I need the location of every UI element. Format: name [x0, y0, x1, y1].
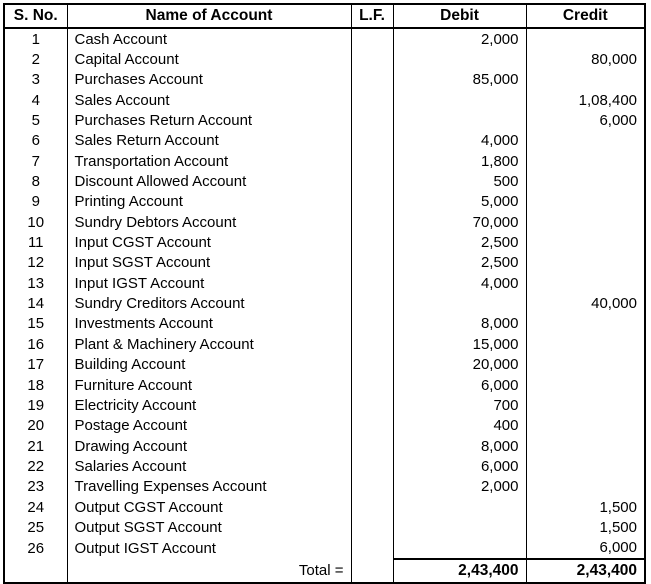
cell-account-name: Sales Account	[67, 90, 351, 110]
cell-debit	[393, 49, 526, 69]
cell-debit: 2,000	[393, 477, 526, 497]
cell-credit: 40,000	[526, 293, 645, 313]
cell-account-name: Electricity Account	[67, 395, 351, 415]
cell-account-name: Printing Account	[67, 192, 351, 212]
cell-account-name: Drawing Account	[67, 436, 351, 456]
table-row	[4, 436, 645, 456]
cell-sno: 25	[4, 517, 67, 537]
cell-credit	[526, 334, 645, 354]
cell-credit	[526, 456, 645, 476]
cell-debit: 6,000	[393, 456, 526, 476]
table-row	[4, 314, 645, 334]
cell-sno: 3	[4, 70, 67, 90]
cell-credit	[526, 477, 645, 497]
table-row	[4, 477, 645, 497]
cell-credit: 6,000	[526, 538, 645, 559]
cell-debit: 4,000	[393, 131, 526, 151]
cell-account-name: Transportation Account	[67, 151, 351, 171]
table-row	[4, 212, 645, 232]
header-debit: Debit	[393, 4, 526, 28]
cell-debit: 8,000	[393, 314, 526, 334]
cell-lf	[351, 334, 393, 354]
cell-account-name: Plant & Machinery Account	[67, 334, 351, 354]
cell-debit: 15,000	[393, 334, 526, 354]
table-row	[4, 416, 645, 436]
cell-lf	[351, 28, 393, 49]
cell-account-name: Discount Allowed Account	[67, 171, 351, 191]
cell-sno: 18	[4, 375, 67, 395]
cell-account-name: Salaries Account	[67, 456, 351, 476]
cell-lf	[351, 477, 393, 497]
cell-account-name: Furniture Account	[67, 375, 351, 395]
cell-lf	[351, 293, 393, 313]
cell-account-name: Input CGST Account	[67, 232, 351, 252]
header-lf: L.F.	[351, 4, 393, 28]
cell-debit	[393, 293, 526, 313]
cell-lf	[351, 49, 393, 69]
cell-lf	[351, 314, 393, 334]
cell-credit	[526, 151, 645, 171]
table-row	[4, 90, 645, 110]
cell-debit: 2,000	[393, 28, 526, 49]
cell-lf	[351, 70, 393, 90]
table-row	[4, 131, 645, 151]
cell-lf	[351, 110, 393, 130]
table-row	[4, 538, 645, 559]
cell-account-name: Output SGST Account	[67, 517, 351, 537]
cell-lf	[351, 456, 393, 476]
table-body	[4, 28, 645, 559]
header-name: Name of Account	[67, 4, 351, 28]
cell-debit: 70,000	[393, 212, 526, 232]
cell-debit: 2,500	[393, 253, 526, 273]
cell-debit: 1,800	[393, 151, 526, 171]
cell-credit: 1,08,400	[526, 90, 645, 110]
cell-credit	[526, 375, 645, 395]
cell-debit	[393, 538, 526, 559]
cell-sno: 21	[4, 436, 67, 456]
table-row	[4, 70, 645, 90]
cell-debit: 700	[393, 395, 526, 415]
cell-sno: 7	[4, 151, 67, 171]
cell-debit: 5,000	[393, 192, 526, 212]
cell-credit	[526, 28, 645, 49]
table-row	[4, 273, 645, 293]
total-credit: 2,43,400	[526, 559, 645, 583]
cell-sno: 10	[4, 212, 67, 232]
cell-sno: 23	[4, 477, 67, 497]
cell-debit: 85,000	[393, 70, 526, 90]
cell-credit: 6,000	[526, 110, 645, 130]
cell-sno: 22	[4, 456, 67, 476]
cell-debit: 4,000	[393, 273, 526, 293]
header-credit: Credit	[526, 4, 645, 28]
table-row	[4, 192, 645, 212]
cell-credit	[526, 314, 645, 334]
cell-sno: 20	[4, 416, 67, 436]
table-row	[4, 355, 645, 375]
cell-credit	[526, 70, 645, 90]
table-row	[4, 151, 645, 171]
cell-credit	[526, 273, 645, 293]
cell-sno: 13	[4, 273, 67, 293]
cell-credit	[526, 131, 645, 151]
cell-lf	[351, 395, 393, 415]
cell-lf	[351, 355, 393, 375]
cell-account-name: Capital Account	[67, 49, 351, 69]
trial-balance-table	[3, 3, 646, 584]
cell-sno: 26	[4, 538, 67, 559]
cell-account-name: Output IGST Account	[67, 538, 351, 559]
cell-lf	[351, 171, 393, 191]
cell-lf	[351, 273, 393, 293]
cell-credit	[526, 436, 645, 456]
total-debit: 2,43,400	[393, 559, 526, 583]
cell-lf	[351, 90, 393, 110]
table-row	[4, 497, 645, 517]
cell-lf	[351, 232, 393, 252]
cell-account-name: Input IGST Account	[67, 273, 351, 293]
cell-sno: 24	[4, 497, 67, 517]
cell-debit: 2,500	[393, 232, 526, 252]
cell-sno: 8	[4, 171, 67, 191]
cell-sno: 16	[4, 334, 67, 354]
cell-credit: 1,500	[526, 517, 645, 537]
cell-credit	[526, 416, 645, 436]
cell-account-name: Investments Account	[67, 314, 351, 334]
cell-credit	[526, 232, 645, 252]
cell-account-name: Cash Account	[67, 28, 351, 49]
cell-account-name: Postage Account	[67, 416, 351, 436]
cell-account-name: Input SGST Account	[67, 253, 351, 273]
cell-account-name: Purchases Account	[67, 70, 351, 90]
cell-lf	[351, 538, 393, 559]
table-row	[4, 395, 645, 415]
cell-lf	[351, 375, 393, 395]
cell-sno: 17	[4, 355, 67, 375]
cell-account-name: Sundry Debtors Account	[67, 212, 351, 232]
cell-lf	[351, 416, 393, 436]
cell-credit	[526, 212, 645, 232]
cell-debit: 400	[393, 416, 526, 436]
cell-lf	[351, 497, 393, 517]
cell-debit	[393, 90, 526, 110]
cell-debit: 8,000	[393, 436, 526, 456]
cell-lf	[351, 192, 393, 212]
cell-account-name: Building Account	[67, 355, 351, 375]
table-row	[4, 232, 645, 252]
cell-debit: 6,000	[393, 375, 526, 395]
cell-account-name: Purchases Return Account	[67, 110, 351, 130]
cell-lf	[351, 517, 393, 537]
cell-sno: 12	[4, 253, 67, 273]
cell-credit: 80,000	[526, 49, 645, 69]
cell-sno: 15	[4, 314, 67, 334]
cell-lf	[351, 436, 393, 456]
cell-sno: 1	[4, 28, 67, 49]
table-row	[4, 253, 645, 273]
table-row	[4, 110, 645, 130]
cell-credit	[526, 355, 645, 375]
cell-credit	[526, 192, 645, 212]
table-row	[4, 334, 645, 354]
table-row	[4, 293, 645, 313]
cell-credit: 1,500	[526, 497, 645, 517]
total-row	[4, 559, 645, 583]
table-row	[4, 456, 645, 476]
table-row	[4, 28, 645, 49]
cell-account-name: Travelling Expenses Account	[67, 477, 351, 497]
table-row	[4, 375, 645, 395]
cell-lf	[351, 212, 393, 232]
cell-sno: 2	[4, 49, 67, 69]
header-sno: S. No.	[4, 4, 67, 28]
table-row	[4, 517, 645, 537]
cell-sno: 4	[4, 90, 67, 110]
cell-sno: 5	[4, 110, 67, 130]
cell-debit: 500	[393, 171, 526, 191]
cell-sno: 14	[4, 293, 67, 313]
total-empty-sno	[4, 559, 67, 583]
cell-sno: 6	[4, 131, 67, 151]
total-empty-lf	[351, 559, 393, 583]
cell-account-name: Output CGST Account	[67, 497, 351, 517]
cell-debit	[393, 110, 526, 130]
cell-lf	[351, 253, 393, 273]
cell-credit	[526, 253, 645, 273]
header-row	[4, 4, 645, 28]
cell-sno: 9	[4, 192, 67, 212]
table-row	[4, 171, 645, 191]
cell-debit: 20,000	[393, 355, 526, 375]
cell-sno: 19	[4, 395, 67, 415]
cell-debit	[393, 517, 526, 537]
table-header	[4, 4, 645, 28]
table-footer	[4, 559, 645, 583]
total-label: Total =	[67, 559, 351, 583]
cell-lf	[351, 151, 393, 171]
cell-account-name: Sundry Creditors Account	[67, 293, 351, 313]
cell-account-name: Sales Return Account	[67, 131, 351, 151]
cell-debit	[393, 497, 526, 517]
table-row	[4, 49, 645, 69]
cell-sno: 11	[4, 232, 67, 252]
cell-credit	[526, 395, 645, 415]
cell-lf	[351, 131, 393, 151]
cell-credit	[526, 171, 645, 191]
